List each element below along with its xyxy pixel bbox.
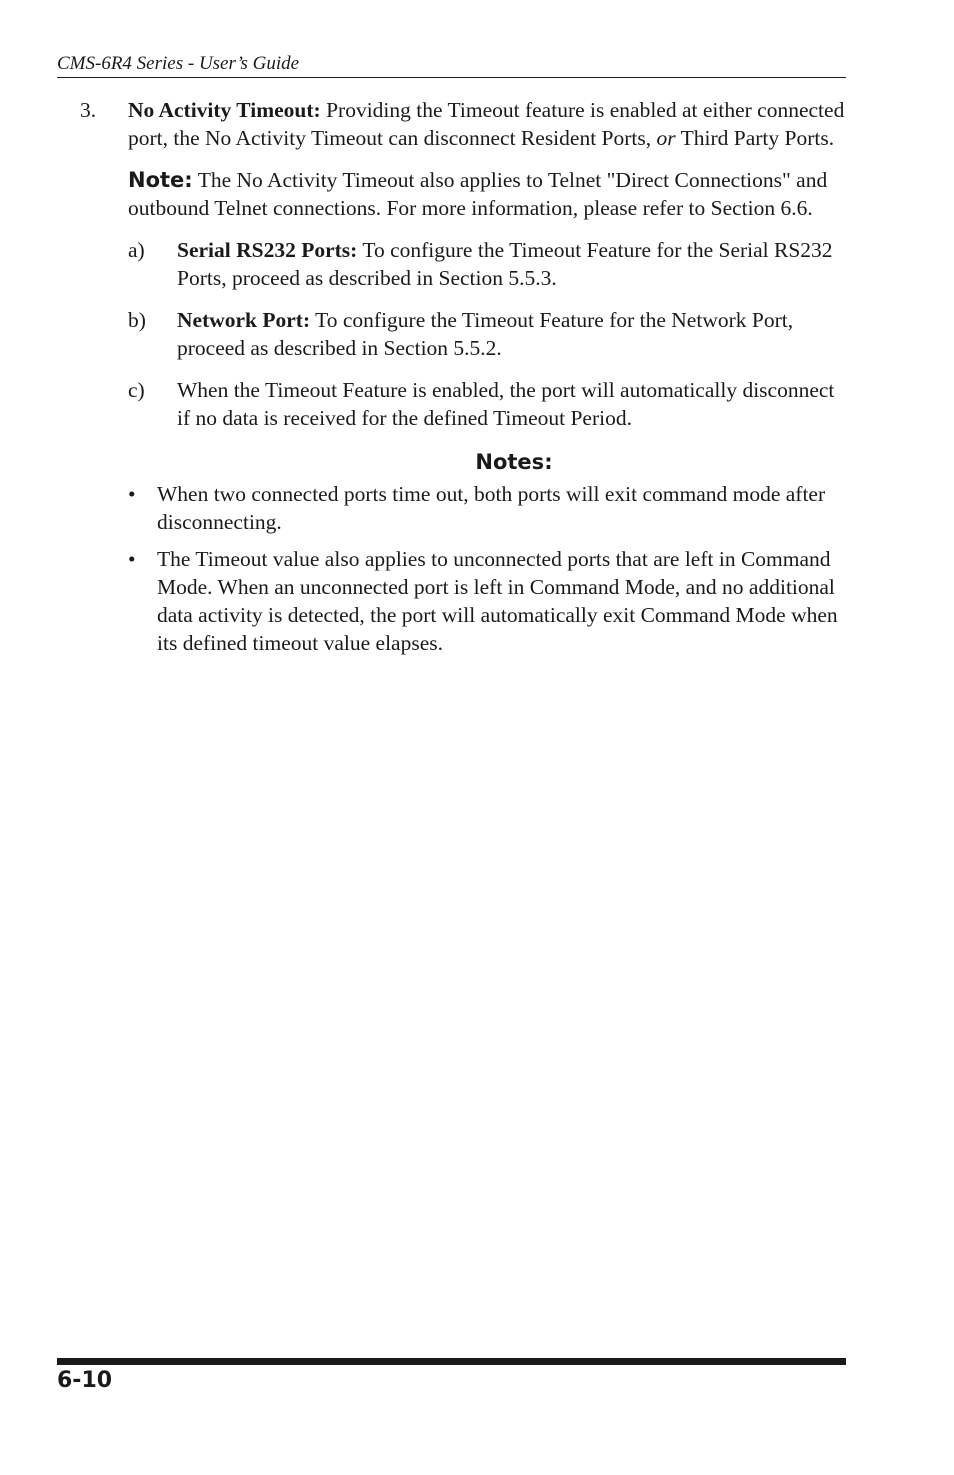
subitem-serial-ports (128, 236, 850, 292)
note-label: Note (128, 168, 185, 192)
item-text-italic: or (656, 126, 676, 150)
note-paragraph (128, 166, 850, 222)
item-body (128, 96, 850, 657)
subitem-marker: b) (128, 308, 146, 332)
item-title: No Activity Timeout: (128, 98, 321, 122)
subitem-network-port (128, 306, 850, 362)
page-number: 6-10 (57, 1368, 113, 1393)
subitem-marker: a) (128, 238, 145, 262)
running-header: CMS-6R4 Series - User’s Guide (57, 52, 846, 78)
list-item (128, 480, 850, 536)
notes-heading-colon: : (544, 450, 553, 474)
subitem-text: To configure the Timeout Feature for the Serial RS232 Ports, proceed as described in Section 5.5.3. (177, 238, 833, 290)
subitem-title: Network Port: (177, 308, 311, 332)
item-number: 3. (80, 98, 97, 122)
list-item (128, 545, 850, 657)
notes-heading-label: Notes (475, 450, 545, 474)
item-text-part2: Third Party Ports. (675, 126, 835, 150)
bullet-marker: • (128, 482, 136, 506)
bullet-text: The Timeout value also applies to unconnected ports that are left in Command Mode. When an unconnected port is left in Command Mode, and no additional data activity is detected, the port will automatically exit Command Mode when its defined timeout value elapses. (157, 547, 838, 655)
note-colon: : (184, 168, 193, 192)
note-text: The No Activity Timeout also applies to Telnet "Direct Connections" and outbound Telnet connections. For more information, please refer to Section 6.6. (128, 168, 828, 220)
footer-rule (57, 1358, 846, 1365)
item-text-part1: Providing the Timeout feature is enabled at either connected port, the No Activity Timeout can disconnect Resident Ports, (128, 98, 845, 150)
notes-heading (178, 448, 850, 476)
subitem-title: Serial RS232 Ports: (177, 238, 358, 262)
subitem-text: When the Timeout Feature is enabled, the port will automatically disconnect if no data is received for the defined Timeout Period. (177, 378, 835, 430)
list-item-no-activity-timeout (80, 96, 850, 657)
bullet-text: When two connected ports time out, both ports will exit command mode after disconnecting. (157, 482, 826, 534)
notes-list (128, 480, 850, 657)
subitem-timeout-enabled (128, 376, 850, 432)
subitem-marker: c) (128, 378, 145, 402)
item-paragraph (128, 96, 850, 152)
bullet-marker: • (128, 547, 136, 571)
subitem-text: To configure the Timeout Feature for the Network Port, proceed as described in Section 5.5.2. (177, 308, 794, 360)
